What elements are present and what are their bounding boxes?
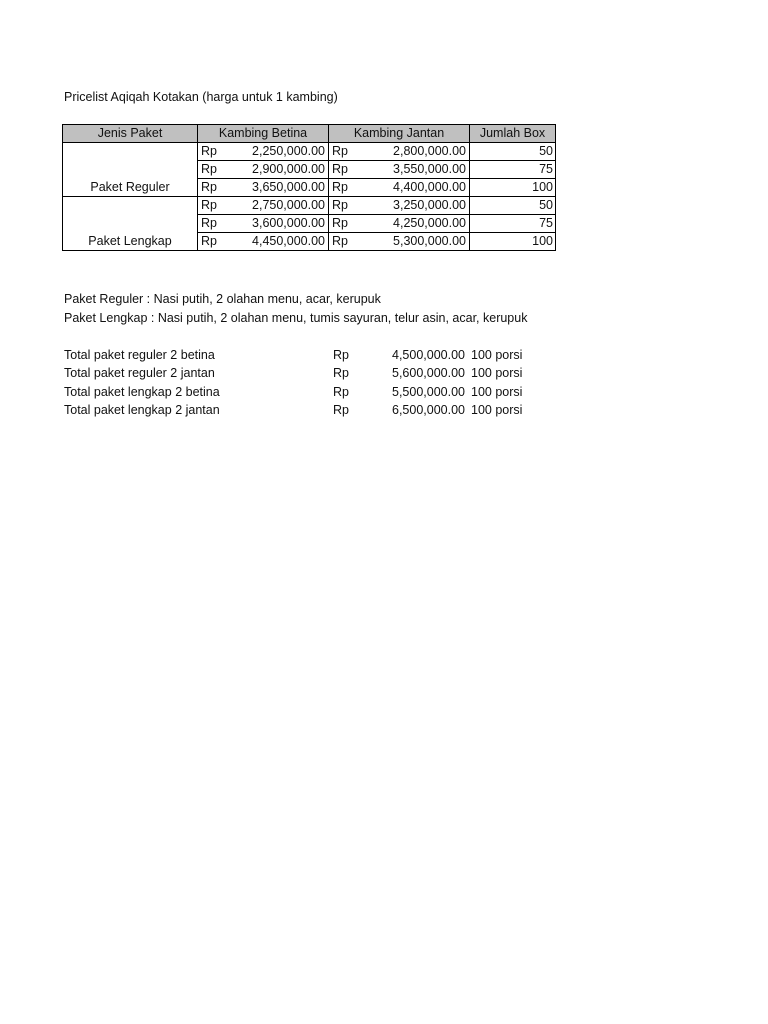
total-row (64, 383, 564, 401)
totals-list (64, 346, 564, 419)
total-portion: 100 porsi (471, 366, 523, 381)
total-portion: 100 porsi (471, 348, 523, 362)
betina-price: 2,900,000.00 (242, 161, 329, 179)
currency-label: Rp (198, 215, 242, 233)
jantan-price: 3,550,000.00 (373, 161, 470, 179)
total-amount: 5,600,000.00 (392, 366, 465, 381)
total-label: Total paket reguler 2 betina (64, 348, 215, 362)
total-label: Total paket reguler 2 jantan (64, 366, 215, 381)
currency-label: Rp (329, 179, 373, 197)
total-amount: 4,500,000.00 (392, 348, 465, 362)
jantan-price: 5,300,000.00 (373, 233, 470, 251)
page-title: Pricelist Aqiqah Kotakan (harga untuk 1 kambing) (64, 90, 338, 104)
total-currency: Rp (333, 366, 349, 381)
package-name-reguler: Paket Reguler (63, 143, 198, 197)
total-row (64, 401, 564, 419)
box-count: 100 (470, 179, 556, 197)
description-lengkap: Paket Lengkap : Nasi putih, 2 olahan menu, tumis sayuran, telur asin, acar, kerupuk (64, 310, 528, 325)
box-count: 75 (470, 215, 556, 233)
header-jenis-paket: Jenis Paket (63, 125, 198, 143)
table-row (63, 197, 556, 215)
description-reguler: Paket Reguler : Nasi putih, 2 olahan menu, acar, kerupuk (64, 292, 381, 306)
total-label: Total paket lengkap 2 betina (64, 384, 220, 399)
package-name-lengkap: Paket Lengkap (63, 197, 198, 251)
jantan-price: 4,400,000.00 (373, 179, 470, 197)
total-currency: Rp (333, 384, 349, 399)
currency-label: Rp (198, 161, 242, 179)
total-amount: 6,500,000.00 (392, 402, 465, 417)
currency-label: Rp (198, 143, 242, 161)
total-portion: 100 porsi (471, 384, 523, 399)
currency-label: Rp (198, 197, 242, 215)
total-row (64, 346, 564, 364)
currency-label: Rp (329, 197, 373, 215)
price-table (62, 124, 556, 251)
currency-label: Rp (329, 161, 373, 179)
currency-label: Rp (329, 215, 373, 233)
total-currency: Rp (333, 402, 349, 417)
box-count: 75 (470, 161, 556, 179)
header-kambing-jantan: Kambing Jantan (329, 125, 470, 143)
box-count: 50 (470, 143, 556, 161)
header-kambing-betina: Kambing Betina (198, 125, 329, 143)
jantan-price: 2,800,000.00 (373, 143, 470, 161)
box-count: 50 (470, 197, 556, 215)
betina-price: 3,650,000.00 (242, 179, 329, 197)
total-amount: 5,500,000.00 (392, 384, 465, 399)
currency-label: Rp (329, 143, 373, 161)
jantan-price: 3,250,000.00 (373, 197, 470, 215)
total-label: Total paket lengkap 2 jantan (64, 402, 220, 417)
package-descriptions (64, 290, 527, 327)
box-count: 100 (470, 233, 556, 251)
betina-price: 2,250,000.00 (242, 143, 329, 161)
betina-price: 4,450,000.00 (242, 233, 329, 251)
total-currency: Rp (333, 348, 349, 362)
currency-label: Rp (329, 233, 373, 251)
table-header-row (63, 125, 556, 143)
currency-label: Rp (198, 233, 242, 251)
betina-price: 2,750,000.00 (242, 197, 329, 215)
total-row (64, 364, 564, 382)
betina-price: 3,600,000.00 (242, 215, 329, 233)
total-portion: 100 porsi (471, 402, 523, 417)
jantan-price: 4,250,000.00 (373, 215, 470, 233)
header-jumlah-box: Jumlah Box (470, 125, 556, 143)
currency-label: Rp (198, 179, 242, 197)
table-row (63, 143, 556, 161)
